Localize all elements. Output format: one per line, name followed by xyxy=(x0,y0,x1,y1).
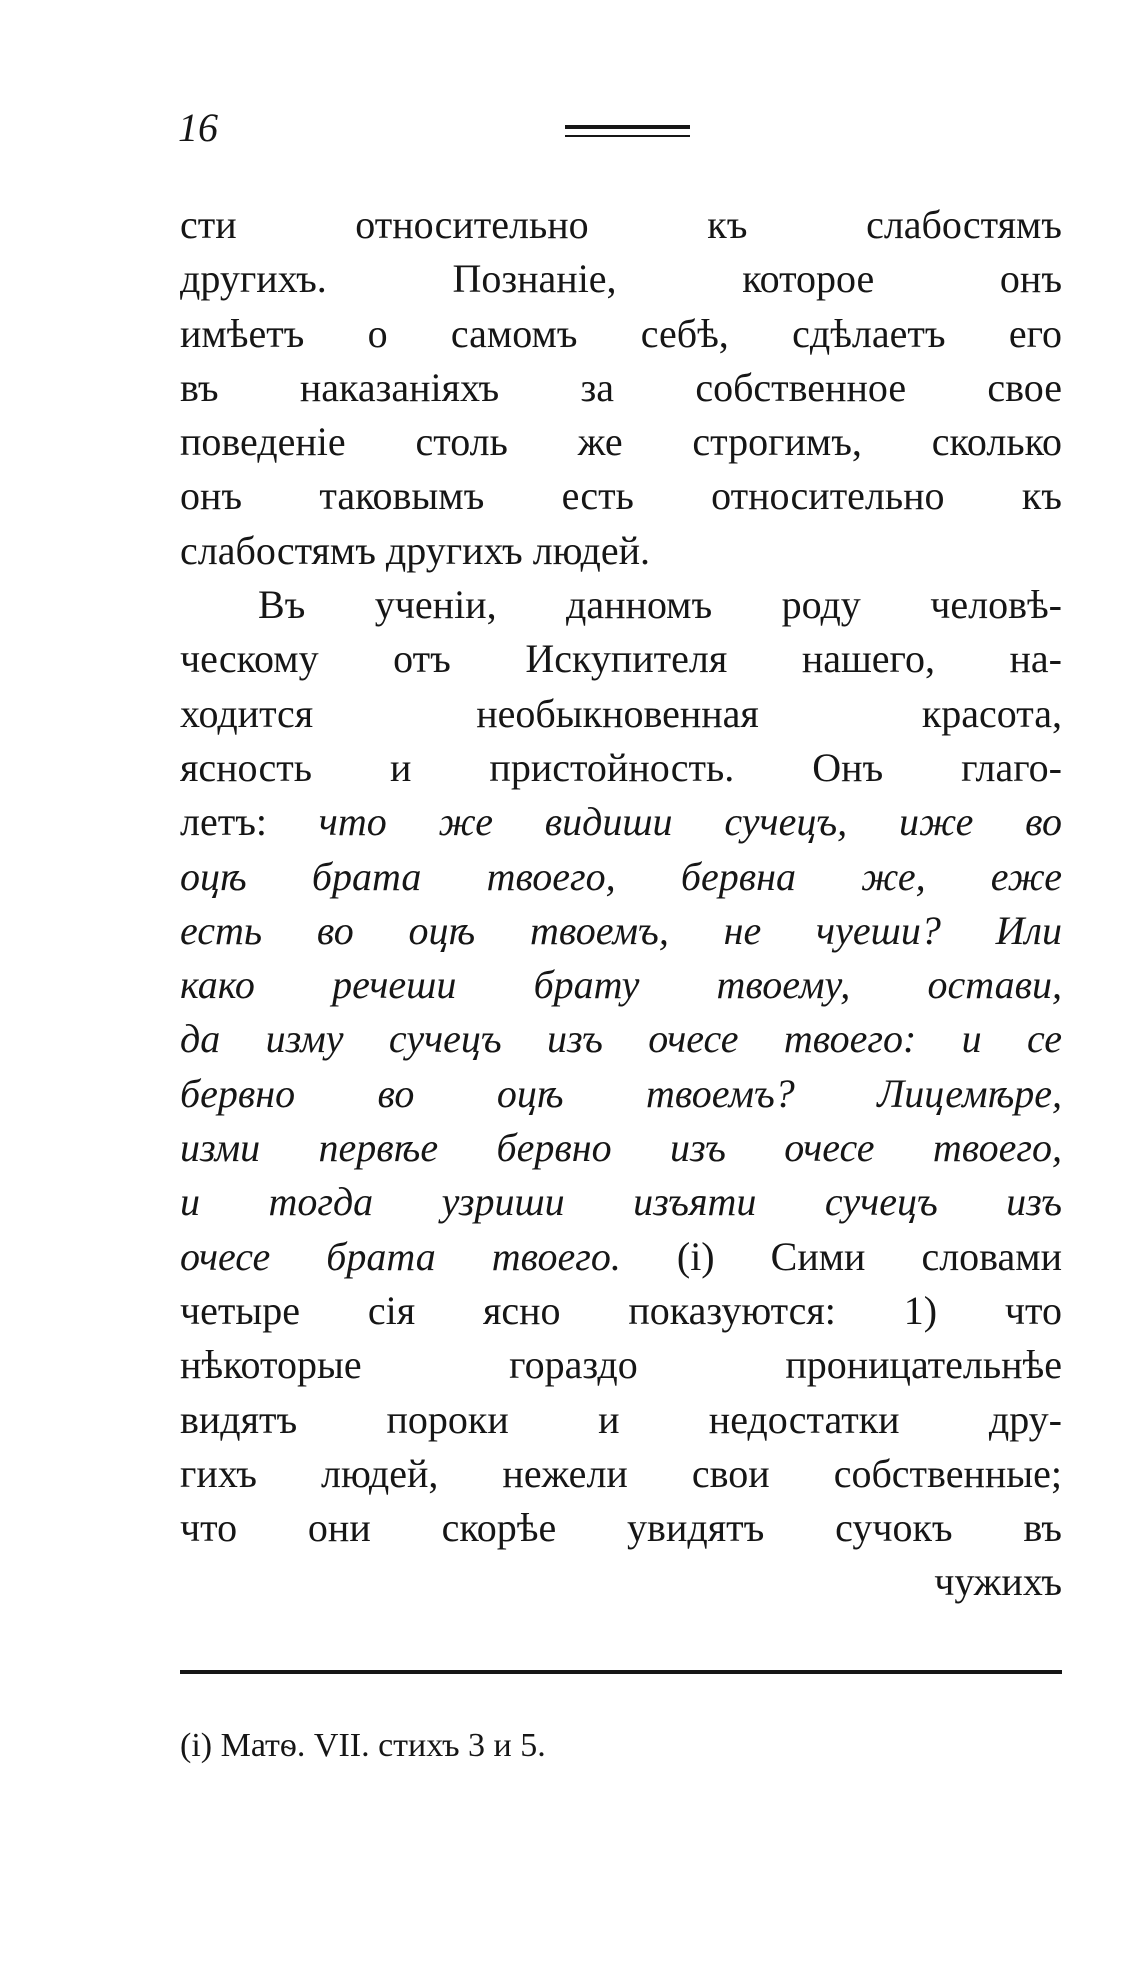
scripture-quote: что же видиши сучецъ, иже во xyxy=(318,799,1062,845)
line-text: ходится необыкновенная красота, xyxy=(180,690,1062,736)
line-text: поведеніе столь же строгимъ, сколько xyxy=(180,419,1062,465)
page-number: 16 xyxy=(178,105,218,150)
line-text: видятъ пороки и недостатки дру- xyxy=(180,1396,1062,1442)
line-text: летъ: xyxy=(180,799,319,845)
text-line xyxy=(180,198,1062,252)
text-line xyxy=(180,904,1062,958)
text-line xyxy=(180,252,1062,306)
line-text: сти относительно къ слабостямъ xyxy=(180,202,1062,247)
line-text: (і) Сими словами xyxy=(676,1233,1063,1279)
scripture-quote: изми первѣе бервно изъ очесе твоего, xyxy=(180,1125,1062,1171)
scripture-quote: есть во оцѣ твоемъ, не чуеши? Или xyxy=(180,907,1062,953)
scripture-quote: и тогда узриши изъяти сучецъ изъ xyxy=(180,1179,1062,1225)
text-line xyxy=(180,524,1062,578)
line-text: ясность и пристойность. Онъ глаго- xyxy=(180,744,1062,790)
text-line xyxy=(180,1555,1062,1609)
text-line xyxy=(180,795,1062,849)
text-line xyxy=(180,307,1062,361)
text-line xyxy=(180,1067,1062,1121)
text-line xyxy=(180,1284,1062,1338)
text-line xyxy=(180,1121,1062,1175)
text-line xyxy=(180,687,1062,741)
scripture-quote: очесе брата твоего. xyxy=(180,1233,677,1279)
text-line xyxy=(180,1012,1062,1066)
line-text: нѣкоторые гораздо проницательнѣе xyxy=(180,1342,1062,1388)
header-double-rule xyxy=(565,125,690,145)
line-text: слабостямъ другихъ людей. xyxy=(180,527,651,573)
text-line xyxy=(180,1175,1062,1229)
line-text: онъ таковымъ есть относительно къ xyxy=(180,473,1062,519)
text-line xyxy=(180,1230,1062,1284)
text-line xyxy=(180,1393,1062,1447)
text-line xyxy=(180,1447,1062,1501)
text-line xyxy=(180,958,1062,1012)
body-text xyxy=(180,198,1062,1610)
line-text: чужихъ xyxy=(934,1559,1062,1605)
text-line xyxy=(180,741,1062,795)
text-line xyxy=(180,578,1062,632)
scripture-quote: бервно во оцѣ твоемъ? Лицемѣре, xyxy=(180,1070,1062,1116)
line-text: гихъ людей, нежели свои собственные; xyxy=(180,1450,1062,1496)
text-line xyxy=(180,632,1062,686)
scripture-quote: да изму сучецъ изъ очесе твоего: и се xyxy=(180,1016,1062,1062)
line-text: другихъ. Познаніе, которое онъ xyxy=(180,256,1062,302)
text-line xyxy=(180,1338,1062,1392)
line-text: четыре сія ясно показуются: 1) что xyxy=(180,1287,1062,1333)
text-line xyxy=(180,361,1062,415)
line-text: ческому отъ Искупителя нашего, на- xyxy=(180,636,1062,682)
scripture-quote: како речеши брату твоему, остави, xyxy=(180,962,1062,1008)
footnote: (і) Матѳ. VII. стихъ 3 и 5. xyxy=(180,1727,546,1764)
line-text: имѣетъ о самомъ себѣ, сдѣлаетъ его xyxy=(180,310,1062,356)
scripture-quote: оцѣ брата твоего, бервна же, еже xyxy=(180,853,1062,899)
text-line xyxy=(180,469,1062,523)
text-line xyxy=(180,1501,1062,1555)
line-text: что они скорѣе увидятъ сучокъ въ xyxy=(180,1505,1062,1551)
text-line xyxy=(180,415,1062,469)
text-line xyxy=(180,850,1062,904)
footnote-rule xyxy=(180,1670,1062,1674)
line-text: въ наказаніяхъ за собственное свое xyxy=(180,364,1062,410)
line-text: Въ ученіи, данномъ роду человѣ- xyxy=(258,582,1062,628)
